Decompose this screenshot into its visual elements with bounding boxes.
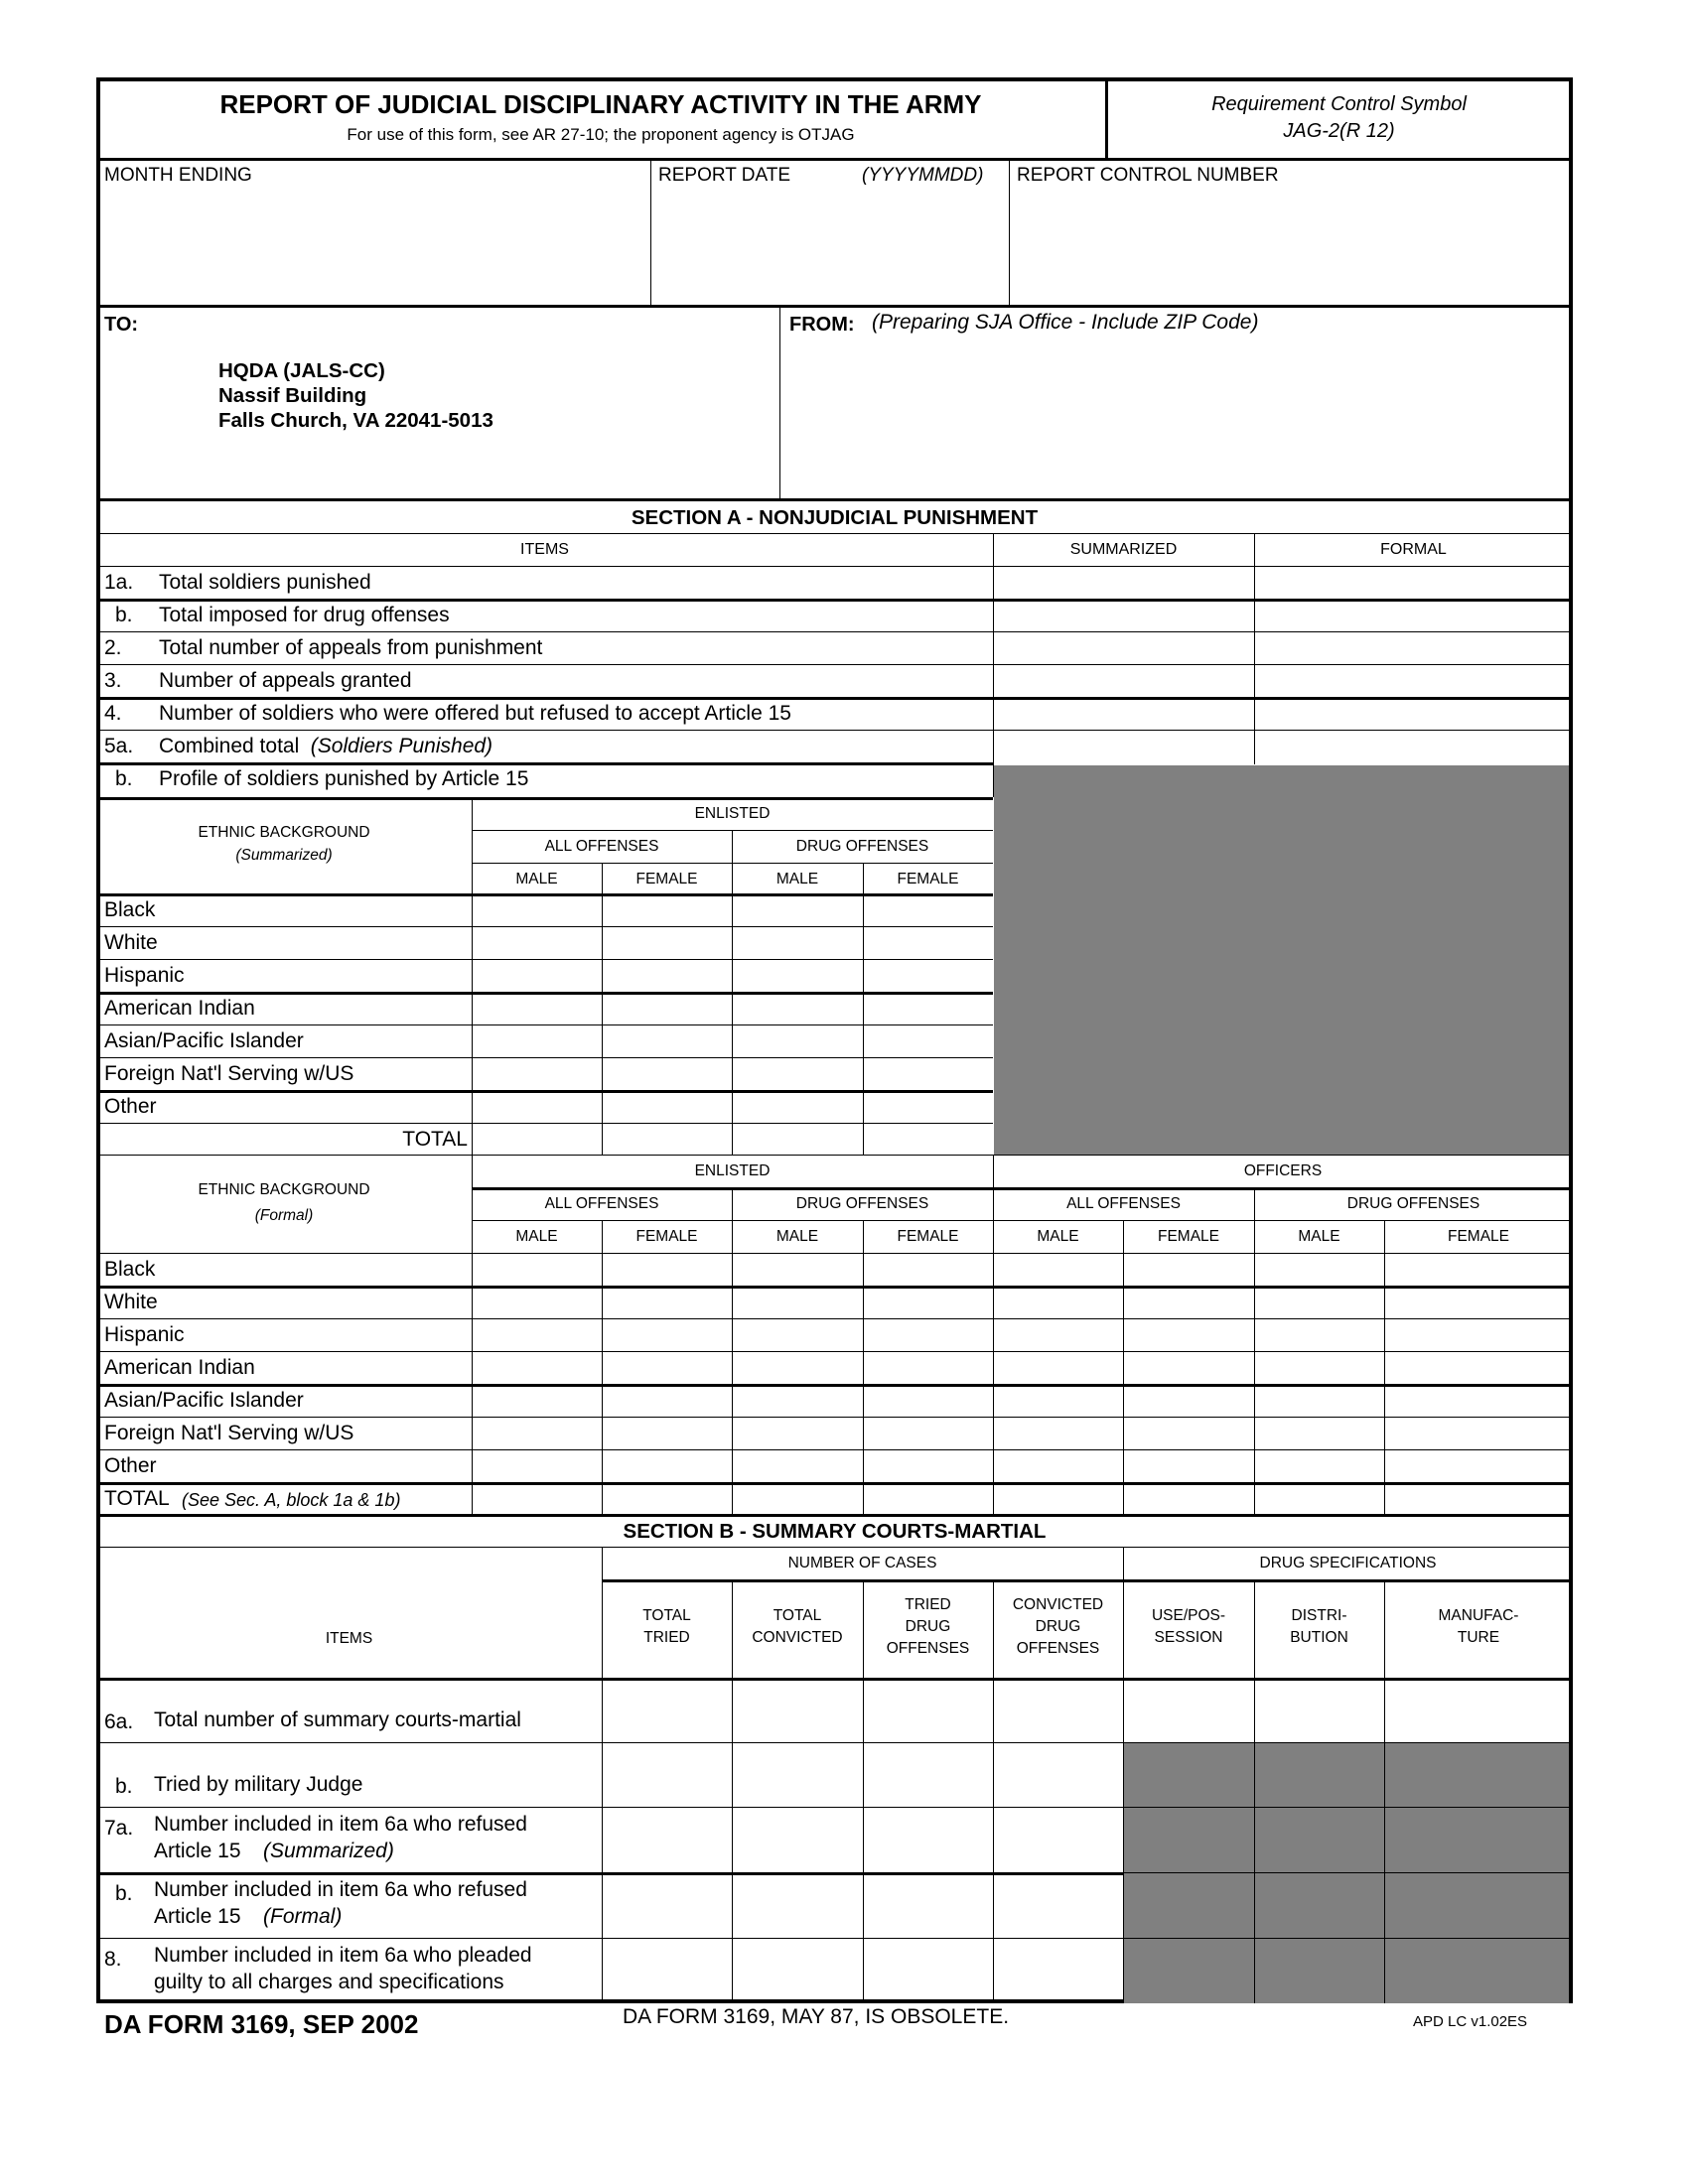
- gender-header: FEMALE: [897, 1228, 959, 1245]
- item-label: Number of soldiers who were offered but refused to accept Article 15: [159, 702, 791, 725]
- ethnic-row-label: Black: [104, 1258, 156, 1281]
- ethnic-row-line: [96, 1449, 1573, 1450]
- formal-ethnic-input[interactable]: [1386, 1386, 1572, 1416]
- formal-ethnic-input[interactable]: [1386, 1255, 1572, 1285]
- all-offenses-header: ALL OFFENSES: [544, 838, 659, 855]
- formal-ethnic-input[interactable]: [734, 1353, 862, 1383]
- ethnic-row-label: Foreign Nat'l Serving w/US: [104, 1422, 354, 1444]
- formal-ethnic-input[interactable]: [995, 1386, 1122, 1416]
- formal-ethnic-input[interactable]: [1256, 1320, 1383, 1350]
- formal-ethnic-input[interactable]: [1125, 1419, 1253, 1448]
- formal-ethnic-input[interactable]: [474, 1288, 601, 1317]
- column-line: [863, 1220, 864, 1514]
- from-field[interactable]: [784, 342, 1569, 496]
- section-b-input[interactable]: [1125, 1680, 1253, 1741]
- enlisted-header: ENLISTED: [694, 805, 771, 822]
- column-line: [1384, 1938, 1385, 2003]
- form-title: REPORT OF JUDICIAL DISCIPLINARY ACTIVITY IN THE ARMY: [219, 89, 982, 119]
- total-note: (See Sec. A, block 1a & 1b): [182, 1490, 401, 1510]
- header-divider: [96, 158, 1573, 161]
- summarized-sublabel: (Summarized): [235, 847, 333, 864]
- formal-ethnic-input[interactable]: [734, 1451, 862, 1481]
- summarized-ethnic-input[interactable]: [734, 994, 862, 1024]
- report-date-label: REPORT DATE: [658, 165, 791, 186]
- formal-ethnic-input[interactable]: [604, 1484, 731, 1514]
- ethnic-row-label: Black: [104, 898, 156, 921]
- formal-group-line: [472, 1187, 1573, 1190]
- ethnic-row-label: Hispanic: [104, 964, 185, 987]
- enlisted-header: ENLISTED: [694, 1162, 771, 1179]
- summarized-ethnic-input[interactable]: [474, 928, 601, 958]
- month-ending-field[interactable]: [99, 194, 648, 303]
- offense-header: ALL OFFENSES: [1066, 1195, 1181, 1212]
- item-label: Number of appeals granted: [159, 669, 412, 692]
- item-row-line: [96, 631, 1573, 632]
- ethnic-row-label: White: [104, 1291, 158, 1313]
- item-label: Total imposed for drug offenses: [159, 604, 450, 626]
- item-label: Total number of appeals from punishment: [159, 636, 543, 659]
- formal-ethnic-input[interactable]: [734, 1288, 862, 1317]
- summarized-ethnic-input[interactable]: [865, 1125, 992, 1155]
- formal-input[interactable]: [1256, 633, 1569, 663]
- ethnic-row-line: [96, 1024, 993, 1025]
- formal-ethnic-input[interactable]: [474, 1320, 601, 1350]
- summarized-ethnic-input[interactable]: [604, 1125, 731, 1155]
- report-control-number-label: REPORT CONTROL NUMBER: [1017, 165, 1279, 186]
- formal-ethnic-input[interactable]: [474, 1255, 601, 1285]
- formal-input[interactable]: [1256, 568, 1569, 598]
- column-header-line: SESSION: [1154, 1628, 1223, 1646]
- column-header-line: DRUG: [1035, 1617, 1081, 1635]
- formal-ethnic-input[interactable]: [865, 1320, 992, 1350]
- section-b-title: SECTION B - SUMMARY COURTS-MARTIAL: [623, 1520, 1047, 1543]
- item-number: b.: [115, 1775, 133, 1798]
- offense-header: DRUG OFFENSES: [1346, 1195, 1480, 1212]
- section-b-group-line: [602, 1579, 1573, 1582]
- item-row-line: [96, 664, 1573, 665]
- formal-ethnic-input[interactable]: [474, 1353, 601, 1383]
- column-header-line: OFFENSES: [1016, 1639, 1100, 1657]
- section-b-input[interactable]: [995, 1940, 1122, 2002]
- summarized-input[interactable]: [995, 601, 1252, 630]
- section-b-input[interactable]: [1256, 1680, 1383, 1741]
- item-row-line: [96, 730, 1573, 731]
- item-row-line: [96, 762, 993, 765]
- item-number: 1a.: [104, 571, 134, 594]
- column-line: [1254, 1807, 1255, 1872]
- item-label: Total soldiers punished: [159, 571, 371, 594]
- offense-header: ALL OFFENSES: [544, 1195, 659, 1212]
- section-a-title-line: [96, 533, 1573, 534]
- column-header-line: CONVICTED: [1012, 1595, 1104, 1613]
- formal-ethnic-input[interactable]: [995, 1255, 1122, 1285]
- gender-header: MALE: [775, 1228, 819, 1245]
- number-of-cases-header: NUMBER OF CASES: [787, 1555, 937, 1571]
- formal-ethnic-input[interactable]: [1386, 1451, 1572, 1481]
- formal-ethnic-input[interactable]: [1125, 1353, 1253, 1383]
- formal-offense-line: [472, 1220, 1573, 1221]
- formal-ethnic-input[interactable]: [995, 1419, 1122, 1448]
- ethnic-row-label: Foreign Nat'l Serving w/US: [104, 1062, 354, 1085]
- summarized-ethnic-input[interactable]: [474, 1059, 601, 1089]
- column-line: [1123, 1220, 1124, 1514]
- rcs-divider: [1105, 77, 1108, 158]
- item-number: 4.: [104, 702, 122, 725]
- formal-input[interactable]: [1256, 601, 1569, 630]
- shaded-drug-specs: [1124, 1808, 1569, 1872]
- section-b-title-line: [96, 1547, 1573, 1548]
- summarized-input[interactable]: [995, 633, 1252, 663]
- ethnic-row-line: [96, 959, 993, 960]
- column-header-line: DRUG: [905, 1617, 951, 1635]
- formal-ethnic-input[interactable]: [865, 1353, 992, 1383]
- gender-header: MALE: [515, 871, 558, 887]
- formal-ethnic-input[interactable]: [865, 1255, 992, 1285]
- formal-ethnic-input[interactable]: [865, 1484, 992, 1514]
- report-control-divider: [1009, 158, 1010, 305]
- summarized-ethnic-input[interactable]: [604, 1092, 731, 1122]
- formal-ethnic-input[interactable]: [1125, 1255, 1253, 1285]
- summarized-ethnic-input[interactable]: [865, 1026, 992, 1056]
- drug-offenses-header: DRUG OFFENSES: [795, 838, 929, 855]
- summarized-ethnic-input[interactable]: [865, 1059, 992, 1089]
- form-id: DA FORM 3169, SEP 2002: [104, 2009, 419, 2039]
- column-header-line: MANUFAC-: [1438, 1606, 1519, 1624]
- summarized-ethnic-input[interactable]: [604, 1059, 731, 1089]
- formal-ethnic-input[interactable]: [865, 1451, 992, 1481]
- summarized-input[interactable]: [995, 666, 1252, 696]
- formal-ethnic-input[interactable]: [1256, 1255, 1383, 1285]
- column-header-line: TOTAL: [642, 1606, 691, 1624]
- formal-ethnic-input[interactable]: [604, 1419, 731, 1448]
- item-label: Number included in item 6a who refused: [154, 1813, 527, 1836]
- item-note: (Soldiers Punished): [310, 735, 493, 757]
- item-number: 8.: [104, 1948, 122, 1971]
- formal-ethnic-input[interactable]: [474, 1386, 601, 1416]
- summarized-input[interactable]: [995, 732, 1252, 761]
- formal-ethnic-input[interactable]: [1256, 1386, 1383, 1416]
- column-line: [1254, 1938, 1255, 2003]
- ethnic-row-label: Hispanic: [104, 1323, 185, 1346]
- item-number: b.: [115, 1882, 133, 1905]
- item-note: (Summarized): [263, 1840, 394, 1862]
- section-b-input[interactable]: [995, 1874, 1122, 1937]
- summarized-input[interactable]: [995, 699, 1252, 729]
- obsolete-note: DA FORM 3169, MAY 87, IS OBSOLETE.: [623, 2005, 1010, 2028]
- section-a-title: SECTION A - NONJUDICIAL PUNISHMENT: [631, 506, 1039, 529]
- formal-ethnic-input[interactable]: [1256, 1484, 1383, 1514]
- item-label: Tried by military Judge: [154, 1773, 363, 1796]
- formal-input[interactable]: [1256, 666, 1569, 696]
- section-b-input[interactable]: [734, 1874, 862, 1937]
- formal-ethnic-input[interactable]: [1256, 1353, 1383, 1383]
- formal-ethnic-input[interactable]: [474, 1419, 601, 1448]
- formal-ethnic-input[interactable]: [1386, 1288, 1572, 1317]
- item-label: Number included in item 6a who refused: [154, 1878, 527, 1901]
- shaded-drug-specs: [1124, 1873, 1569, 1938]
- gender-header: FEMALE: [635, 1228, 698, 1245]
- column-line: [1384, 1872, 1385, 1938]
- rcs-label: Requirement Control Symbol: [1211, 93, 1467, 115]
- item-number: 3.: [104, 669, 122, 692]
- item-number: b.: [115, 604, 133, 626]
- formal-ethnic-input[interactable]: [1125, 1288, 1253, 1317]
- summarized-ethnic-input[interactable]: [734, 1092, 862, 1122]
- formal-ethnic-input[interactable]: [1125, 1451, 1253, 1481]
- summarized-ethnic-input[interactable]: [604, 994, 731, 1024]
- item-label-line2: Article 15: [154, 1840, 241, 1862]
- total-label: TOTAL: [402, 1128, 468, 1151]
- column-header-line: TOTAL: [773, 1606, 822, 1624]
- items-column-header: ITEMS: [325, 1630, 373, 1647]
- to-address-line: Falls Church, VA 22041-5013: [218, 409, 493, 432]
- from-divider: [779, 305, 780, 498]
- summarized-ethnic-input[interactable]: [474, 1125, 601, 1155]
- shaded-block-summarized: [994, 765, 1569, 1155]
- column-line: [863, 863, 864, 1155]
- shaded-drug-specs: [1124, 1743, 1569, 1807]
- column-header-line: BUTION: [1290, 1628, 1348, 1646]
- month-ending-label: MONTH ENDING: [104, 165, 252, 186]
- section-b-input[interactable]: [865, 1744, 992, 1806]
- section-b-input[interactable]: [865, 1809, 992, 1871]
- formal-input[interactable]: [1256, 732, 1569, 761]
- summarized-ethnic-input[interactable]: [865, 895, 992, 925]
- offense-header: DRUG OFFENSES: [795, 1195, 929, 1212]
- section-b-input[interactable]: [865, 1680, 992, 1741]
- shaded-drug-specs: [1124, 1939, 1569, 2003]
- item-number: b.: [115, 767, 133, 790]
- formal-ethnic-input[interactable]: [734, 1484, 862, 1514]
- item-number: 7a.: [104, 1817, 134, 1840]
- column-header-line: USE/POS-: [1151, 1606, 1226, 1624]
- ethnic-row-label: Other: [104, 1454, 157, 1477]
- ethnic-row-label: Other: [104, 1095, 157, 1118]
- item-label-line2: guilty to all charges and specifications: [154, 1971, 504, 1993]
- to-address-line: Nassif Building: [218, 384, 367, 407]
- summarized-ethnic-input[interactable]: [474, 895, 601, 925]
- section-b-input[interactable]: [995, 1680, 1122, 1741]
- summarized-column-header: SUMMARIZED: [1069, 541, 1178, 558]
- section-b-input[interactable]: [1386, 1680, 1572, 1741]
- summarized-ethnic-input[interactable]: [474, 994, 601, 1024]
- section-b-input[interactable]: [734, 1940, 862, 2002]
- to-from-divider: [96, 498, 1573, 501]
- column-line: [1384, 1807, 1385, 1872]
- column-header-line: DISTRI-: [1291, 1606, 1347, 1624]
- summarized-ethnic-input[interactable]: [734, 895, 862, 925]
- summarized-ethnic-input[interactable]: [604, 928, 731, 958]
- rcs-value: JAG-2(R 12): [1283, 120, 1395, 142]
- ethnic-row-label: White: [104, 931, 158, 954]
- section-b-input[interactable]: [604, 1940, 731, 2002]
- column-header-line: CONVICTED: [752, 1628, 843, 1646]
- item-label: Combined total: [159, 735, 300, 757]
- section-b-input[interactable]: [995, 1809, 1122, 1871]
- drug-specifications-header: DRUG SPECIFICATIONS: [1259, 1555, 1437, 1571]
- ethnic-row-label: Asian/Pacific Islander: [104, 1029, 304, 1052]
- formal-input[interactable]: [1256, 699, 1569, 729]
- formal-ethnic-input[interactable]: [604, 1288, 731, 1317]
- item-number: 2.: [104, 636, 122, 659]
- summarized-ethnic-input[interactable]: [734, 1026, 862, 1056]
- ethnic-row-label: American Indian: [104, 1356, 255, 1379]
- formal-ethnic-input[interactable]: [995, 1484, 1122, 1514]
- summarized-ethnic-input[interactable]: [865, 961, 992, 991]
- report-date-hint: (YYYYMMDD): [862, 165, 984, 186]
- ethnic-row-line: [96, 1057, 993, 1058]
- summarized-table-top: [96, 797, 993, 800]
- gender-header: FEMALE: [635, 871, 698, 887]
- formal-ethnic-input[interactable]: [604, 1386, 731, 1416]
- report-date-field[interactable]: [652, 194, 1007, 303]
- column-line: [602, 1220, 603, 1514]
- row2-divider: [96, 305, 1573, 308]
- summarized-ethnic-input[interactable]: [474, 1092, 601, 1122]
- formal-sublabel: (Formal): [254, 1207, 314, 1224]
- items-header-line: [96, 566, 1573, 567]
- gender-header: MALE: [515, 1228, 558, 1245]
- formal-ethnic-input[interactable]: [1256, 1288, 1383, 1317]
- summarized-ethnic-input[interactable]: [474, 1026, 601, 1056]
- formal-ethnic-input[interactable]: [1256, 1451, 1383, 1481]
- gender-header: FEMALE: [1157, 1228, 1219, 1245]
- formal-ethnic-input[interactable]: [1386, 1484, 1572, 1514]
- column-line: [1384, 1220, 1385, 1514]
- section-b-input[interactable]: [734, 1744, 862, 1806]
- summarized-ethnic-input[interactable]: [604, 961, 731, 991]
- formal-ethnic-input[interactable]: [1125, 1320, 1253, 1350]
- ethnic-row-line: [96, 926, 993, 927]
- officers-header: OFFICERS: [1243, 1162, 1323, 1179]
- item-label-line2: Article 15: [154, 1905, 241, 1928]
- formal-ethnic-input[interactable]: [995, 1320, 1122, 1350]
- summarized-ethnic-input[interactable]: [474, 961, 601, 991]
- summarized-ethnic-input[interactable]: [865, 1092, 992, 1122]
- formal-ethnic-input[interactable]: [604, 1353, 731, 1383]
- summarized-ethnic-input[interactable]: [734, 1125, 862, 1155]
- section-b-input[interactable]: [604, 1680, 731, 1741]
- section-b-input[interactable]: [865, 1940, 992, 2002]
- section-b-top: [96, 1514, 1573, 1517]
- item-note: (Formal): [263, 1905, 343, 1928]
- to-address-line: HQDA (JALS-CC): [218, 359, 385, 382]
- section-b-input[interactable]: [734, 1680, 862, 1741]
- version-label: APD LC v1.02ES: [1413, 2013, 1528, 2030]
- ethnic-background-label: ETHNIC BACKGROUND: [198, 824, 370, 841]
- summarized-ethnic-input[interactable]: [865, 994, 992, 1024]
- report-control-number-field[interactable]: [1011, 194, 1569, 303]
- from-label: FROM:: [789, 314, 855, 336]
- formal-ethnic-input[interactable]: [995, 1451, 1122, 1481]
- column-header-line: TURE: [1457, 1628, 1500, 1646]
- item-number: 6a.: [104, 1710, 134, 1733]
- formal-ethnic-input[interactable]: [604, 1320, 731, 1350]
- summarized-ethnic-input[interactable]: [734, 928, 862, 958]
- total-label: TOTAL: [104, 1487, 170, 1510]
- formal-ethnic-input[interactable]: [734, 1255, 862, 1285]
- summarized-ethnic-input[interactable]: [604, 895, 731, 925]
- section-b-input[interactable]: [604, 1874, 731, 1937]
- ethnic-row-line: [96, 1417, 1573, 1418]
- item-label: Total number of summary courts-martial: [154, 1708, 521, 1731]
- to-label: TO:: [104, 314, 139, 336]
- column-line: [602, 863, 603, 1155]
- formal-ethnic-input[interactable]: [734, 1386, 862, 1416]
- ethnic-background-label: ETHNIC BACKGROUND: [198, 1181, 370, 1198]
- ethnic-row-line: [96, 1318, 1573, 1319]
- formal-column-header: FORMAL: [1380, 541, 1447, 558]
- item-label: Profile of soldiers punished by Article 15: [159, 767, 529, 790]
- summarized-ethnic-input[interactable]: [865, 928, 992, 958]
- formal-ethnic-input[interactable]: [1125, 1386, 1253, 1416]
- formal-ethnic-input[interactable]: [1386, 1320, 1572, 1350]
- formal-ethnic-input[interactable]: [1256, 1419, 1383, 1448]
- form-subtitle: For use of this form, see AR 27-10; the proponent agency is OTJAG: [347, 125, 855, 144]
- section-b-input[interactable]: [604, 1809, 731, 1871]
- formal-ethnic-input[interactable]: [474, 1451, 601, 1481]
- gender-header: MALE: [1298, 1228, 1340, 1245]
- formal-ethnic-input[interactable]: [1386, 1419, 1572, 1448]
- formal-ethnic-input[interactable]: [1386, 1353, 1572, 1383]
- ethnic-row-line: [96, 1351, 1573, 1352]
- formal-ethnic-input[interactable]: [474, 1484, 601, 1514]
- summarized-input[interactable]: [995, 568, 1252, 598]
- item-label: Number included in item 6a who pleaded: [154, 1944, 532, 1967]
- column-header-line: TRIED: [905, 1595, 951, 1613]
- formal-ethnic-input[interactable]: [734, 1419, 862, 1448]
- column-header-line: TRIED: [643, 1628, 690, 1646]
- formal-header-bottom: [96, 1253, 1573, 1254]
- formal-ethnic-input[interactable]: [734, 1320, 862, 1350]
- formal-ethnic-input[interactable]: [865, 1288, 992, 1317]
- ethnic-row-label: Asian/Pacific Islander: [104, 1389, 304, 1412]
- gender-header: FEMALE: [1447, 1228, 1509, 1245]
- from-hint: (Preparing SJA Office - Include ZIP Code): [872, 311, 1259, 334]
- formal-ethnic-input[interactable]: [865, 1419, 992, 1448]
- column-header-line: OFFENSES: [886, 1639, 970, 1657]
- summarized-ethnic-input[interactable]: [604, 1026, 731, 1056]
- formal-ethnic-input[interactable]: [865, 1386, 992, 1416]
- report-date-divider: [650, 158, 651, 305]
- formal-ethnic-input[interactable]: [995, 1353, 1122, 1383]
- items-column-header: ITEMS: [520, 541, 569, 558]
- ethnic-row-label: American Indian: [104, 997, 255, 1020]
- formal-ethnic-input[interactable]: [995, 1288, 1122, 1317]
- gender-header: MALE: [1037, 1228, 1079, 1245]
- gender-header: MALE: [775, 871, 819, 887]
- summarized-ethnic-input[interactable]: [734, 1059, 862, 1089]
- section-b-input[interactable]: [604, 1744, 731, 1806]
- section-b-input[interactable]: [734, 1809, 862, 1871]
- formal-ethnic-input[interactable]: [604, 1255, 731, 1285]
- section-b-input[interactable]: [865, 1874, 992, 1937]
- summarized-ethnic-input[interactable]: [734, 961, 862, 991]
- column-line: [1384, 1742, 1385, 1807]
- section-b-input[interactable]: [995, 1744, 1122, 1806]
- column-line: [1254, 1742, 1255, 1807]
- column-line: [1254, 1872, 1255, 1938]
- summarized-column-line: [993, 533, 994, 797]
- formal-table-top: [96, 1155, 1573, 1156]
- formal-ethnic-input[interactable]: [604, 1451, 731, 1481]
- ethnic-row-line: [96, 1123, 993, 1124]
- formal-ethnic-input[interactable]: [1125, 1484, 1253, 1514]
- item-number: 5a.: [104, 735, 134, 757]
- gender-header: FEMALE: [897, 871, 959, 887]
